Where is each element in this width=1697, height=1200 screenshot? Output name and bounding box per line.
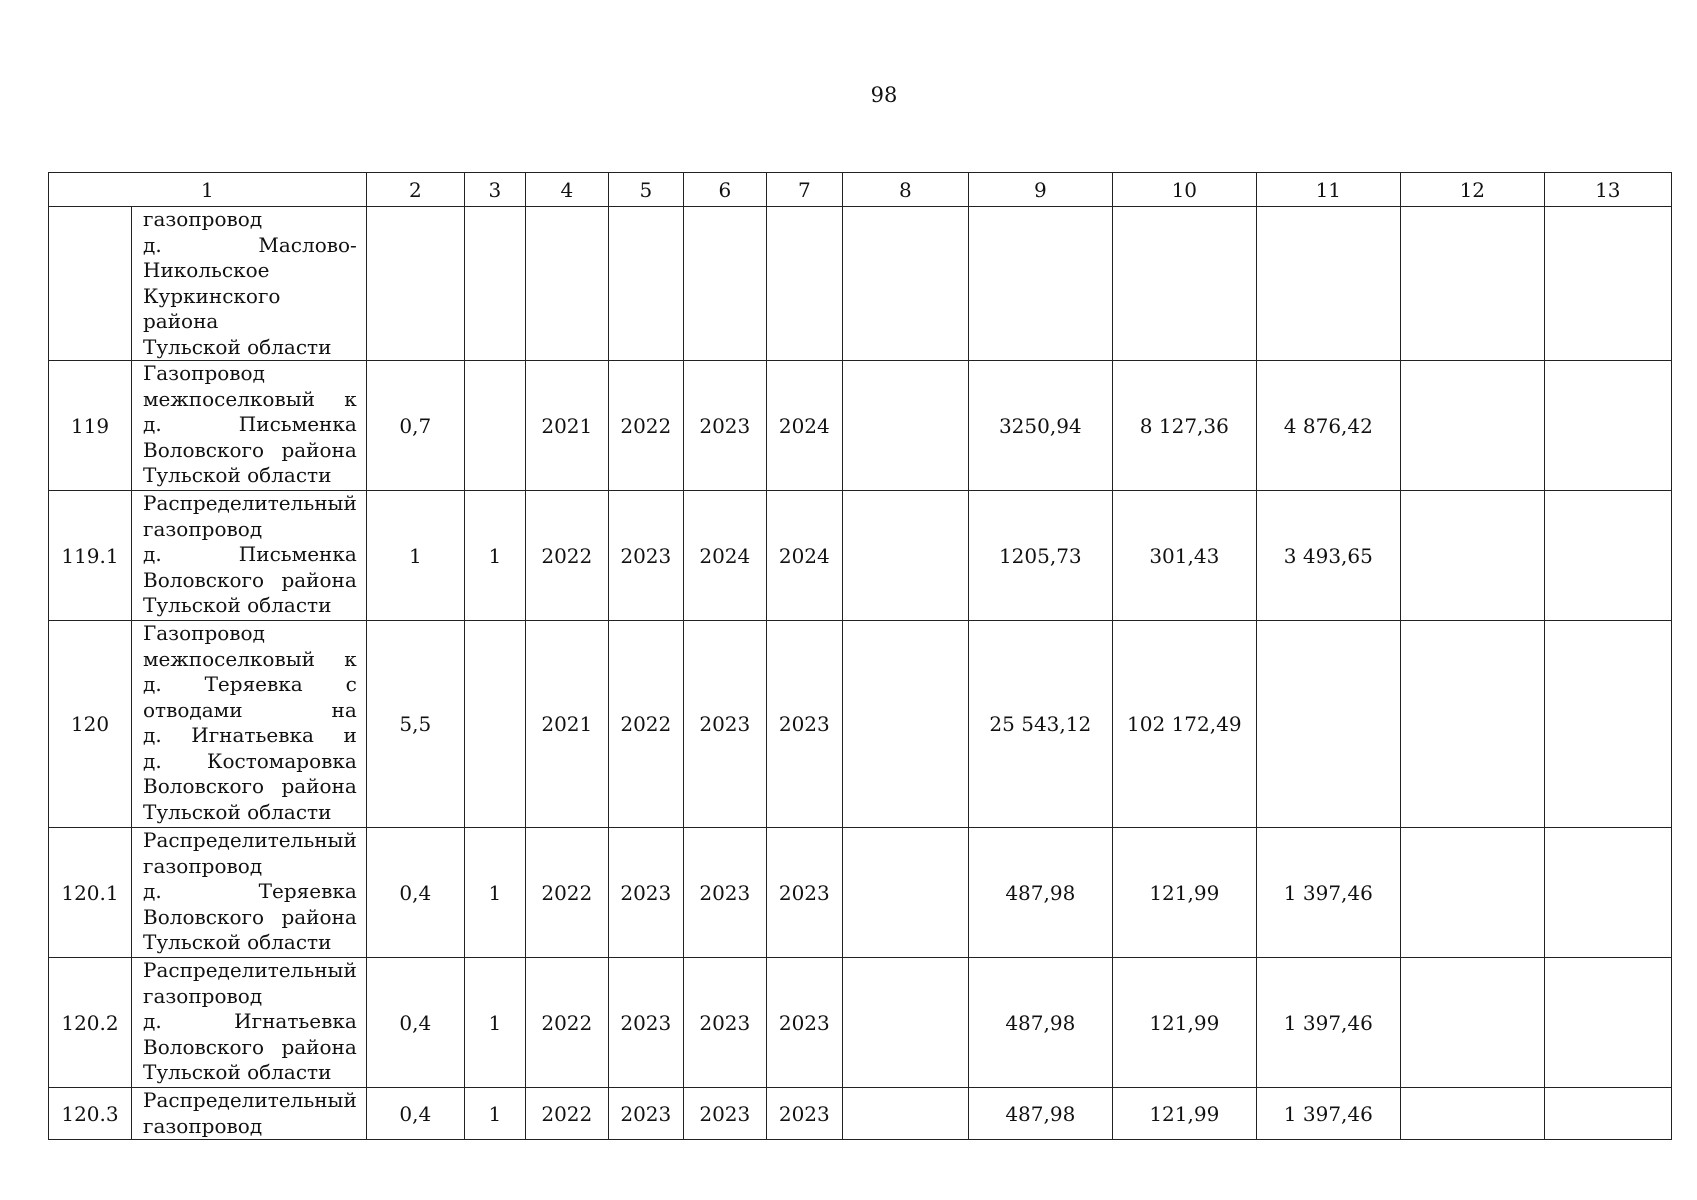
header-cell-12: 12 [1400, 173, 1544, 207]
description-cell [132, 828, 367, 958]
cell-col-3 [464, 361, 525, 491]
cell-col-12 [1400, 207, 1544, 361]
cell-col-2: 0,4 [366, 828, 464, 958]
description-line: Воловского района [143, 774, 357, 798]
description-cell [132, 361, 367, 491]
cell-col-13 [1544, 621, 1671, 828]
cell-col-11: 1 397,46 [1256, 1088, 1400, 1140]
cell-col-7: 2023 [766, 958, 842, 1088]
cell-col-2: 5,5 [366, 621, 464, 828]
cell-col-3: 1 [464, 1088, 525, 1140]
table-row [49, 207, 1672, 361]
cell-col-12 [1400, 361, 1544, 491]
cell-col-7: 2023 [766, 1088, 842, 1140]
cell-col-13 [1544, 958, 1671, 1088]
cell-col-8 [842, 958, 968, 1088]
header-cell-2: 2 [366, 173, 464, 207]
description-cell [132, 958, 367, 1088]
description-line: отводами на [143, 697, 357, 722]
header-cell-7: 7 [766, 173, 842, 207]
cell-col-3: 1 [464, 491, 525, 621]
cell-col-11 [1256, 621, 1400, 828]
description-line: д. Письменка [143, 412, 357, 436]
description-line: Распределительный [143, 491, 357, 515]
cell-col-2: 0,4 [366, 1088, 464, 1140]
cell-col-4: 2021 [525, 361, 608, 491]
description-line: Газопровод [143, 361, 265, 385]
description-line: Тульской области [143, 593, 332, 617]
cell-col-8 [842, 207, 968, 361]
description-line: Куркинского района [143, 283, 281, 333]
cell-col-3: 1 [464, 958, 525, 1088]
table-row [49, 958, 1672, 1088]
cell-col-5: 2022 [608, 621, 683, 828]
cell-col-6: 2023 [683, 958, 766, 1088]
cell-col-10: 8 127,36 [1112, 361, 1256, 491]
description-line: межпоселковый к [143, 386, 357, 411]
cell-col-8 [842, 361, 968, 491]
cell-col-2: 0,4 [366, 958, 464, 1088]
header-cell-1: 1 [49, 173, 367, 207]
description-line: Воловского района [143, 1034, 357, 1059]
table-row [49, 491, 1672, 621]
cell-col-9: 487,98 [968, 828, 1112, 958]
description-line: Распределительный [143, 958, 357, 982]
table-row [49, 828, 1672, 958]
cell-col-7: 2023 [766, 828, 842, 958]
cell-col-8 [842, 828, 968, 958]
cell-col-7: 2023 [766, 621, 842, 828]
cell-col-12 [1400, 1088, 1544, 1140]
cell-col-10: 102 172,49 [1112, 621, 1256, 828]
cell-col-6: 2023 [683, 828, 766, 958]
header-cell-5: 5 [608, 173, 683, 207]
table-row [49, 621, 1672, 828]
description-line: д. Маслово- [143, 232, 357, 257]
cell-col-13 [1544, 361, 1671, 491]
row-number-cell: 120.2 [49, 958, 132, 1088]
cell-col-5: 2023 [608, 958, 683, 1088]
cell-col-7 [766, 207, 842, 361]
cell-col-2 [366, 207, 464, 361]
description-cell [132, 491, 367, 621]
header-cell-10: 10 [1112, 173, 1256, 207]
cell-col-9 [968, 207, 1112, 361]
cell-col-11: 1 397,46 [1256, 958, 1400, 1088]
cell-col-4: 2022 [525, 1088, 608, 1140]
header-cell-9: 9 [968, 173, 1112, 207]
cell-col-4: 2022 [525, 491, 608, 621]
cell-col-10: 121,99 [1112, 958, 1256, 1088]
description-line: Тульской области [143, 799, 332, 824]
cell-col-5: 2023 [608, 491, 683, 621]
description-line: д. Письменка [143, 542, 357, 566]
description-line: Распределительный [143, 1088, 357, 1112]
cell-col-12 [1400, 491, 1544, 621]
cell-col-11: 1 397,46 [1256, 828, 1400, 958]
description-line: д. Игнатьевка и [143, 723, 357, 747]
header-cell-6: 6 [683, 173, 766, 207]
description-line: межпоселковый к [143, 646, 357, 671]
cell-col-4: 2022 [525, 958, 608, 1088]
description-cell [132, 621, 367, 828]
cell-col-9: 3250,94 [968, 361, 1112, 491]
cell-col-5 [608, 207, 683, 361]
description-line: Тульской области [143, 334, 332, 359]
cell-col-4 [525, 207, 608, 361]
description-cell [132, 207, 367, 361]
cell-col-11: 3 493,65 [1256, 491, 1400, 621]
description-line: Тульской области [143, 1060, 332, 1084]
cell-col-3 [464, 207, 525, 361]
row-number-cell: 120.1 [49, 828, 132, 958]
description-line: Тульской области [143, 463, 332, 487]
cell-col-6: 2023 [683, 1088, 766, 1140]
row-number-cell: 120 [49, 621, 132, 828]
cell-col-9: 25 543,12 [968, 621, 1112, 828]
description-line: Газопровод [143, 621, 265, 645]
description-line: газопровод [143, 516, 263, 541]
description-line: Тульской области [143, 930, 332, 954]
cell-col-4: 2022 [525, 828, 608, 958]
cell-col-9: 487,98 [968, 1088, 1112, 1140]
table-body [49, 207, 1672, 1140]
description-line: газопровод [143, 853, 263, 878]
header-cell-8: 8 [842, 173, 968, 207]
cell-col-9: 1205,73 [968, 491, 1112, 621]
header-cell-13: 13 [1544, 173, 1671, 207]
cell-col-5: 2023 [608, 828, 683, 958]
cell-col-7: 2024 [766, 361, 842, 491]
cell-col-3: 1 [464, 828, 525, 958]
cell-col-5: 2022 [608, 361, 683, 491]
description-line: д. Костомаровка [143, 748, 357, 773]
header-cell-3: 3 [464, 173, 525, 207]
cell-col-3 [464, 621, 525, 828]
description-line: газопровод [143, 207, 263, 231]
description-line: газопровод [143, 1113, 263, 1138]
description-line: Воловского района [143, 567, 357, 592]
cell-col-6: 2024 [683, 491, 766, 621]
page-number: 98 [870, 83, 898, 107]
header-row [49, 173, 1672, 207]
cell-col-8 [842, 621, 968, 828]
row-number-cell: 120.3 [49, 1088, 132, 1140]
cell-col-5: 2023 [608, 1088, 683, 1140]
row-number-cell: 119 [49, 361, 132, 491]
cell-col-10: 301,43 [1112, 491, 1256, 621]
cell-col-13 [1544, 1088, 1671, 1140]
cell-col-13 [1544, 491, 1671, 621]
cell-col-6: 2023 [683, 361, 766, 491]
cell-col-2: 1 [366, 491, 464, 621]
cell-col-12 [1400, 621, 1544, 828]
cell-col-10 [1112, 207, 1256, 361]
cell-col-11: 4 876,42 [1256, 361, 1400, 491]
header-cell-4: 4 [525, 173, 608, 207]
cell-col-6: 2023 [683, 621, 766, 828]
cell-col-8 [842, 1088, 968, 1140]
description-line: Воловского района [143, 437, 357, 462]
cell-col-11 [1256, 207, 1400, 361]
description-line: д. Игнатьевка [143, 1009, 357, 1033]
row-number-cell [49, 207, 132, 361]
description-line: газопровод [143, 983, 263, 1008]
cell-col-9: 487,98 [968, 958, 1112, 1088]
data-table [48, 172, 1672, 1140]
cell-col-13 [1544, 828, 1671, 958]
cell-col-6 [683, 207, 766, 361]
description-line: Воловского района [143, 904, 357, 929]
row-number-cell: 119.1 [49, 491, 132, 621]
cell-col-2: 0,7 [366, 361, 464, 491]
description-line: д. Теряевка [143, 879, 357, 903]
cell-col-4: 2021 [525, 621, 608, 828]
description-line: Распределительный [143, 828, 357, 852]
description-line: д. Теряевка с [143, 672, 357, 696]
cell-col-10: 121,99 [1112, 828, 1256, 958]
description-cell [132, 1088, 367, 1140]
cell-col-7: 2024 [766, 491, 842, 621]
table-row [49, 361, 1672, 491]
cell-col-8 [842, 491, 968, 621]
cell-col-10: 121,99 [1112, 1088, 1256, 1140]
cell-col-12 [1400, 828, 1544, 958]
header-cell-11: 11 [1256, 173, 1400, 207]
description-line: Никольское [143, 258, 270, 282]
cell-col-12 [1400, 958, 1544, 1088]
cell-col-13 [1544, 207, 1671, 361]
table-row [49, 1088, 1672, 1140]
